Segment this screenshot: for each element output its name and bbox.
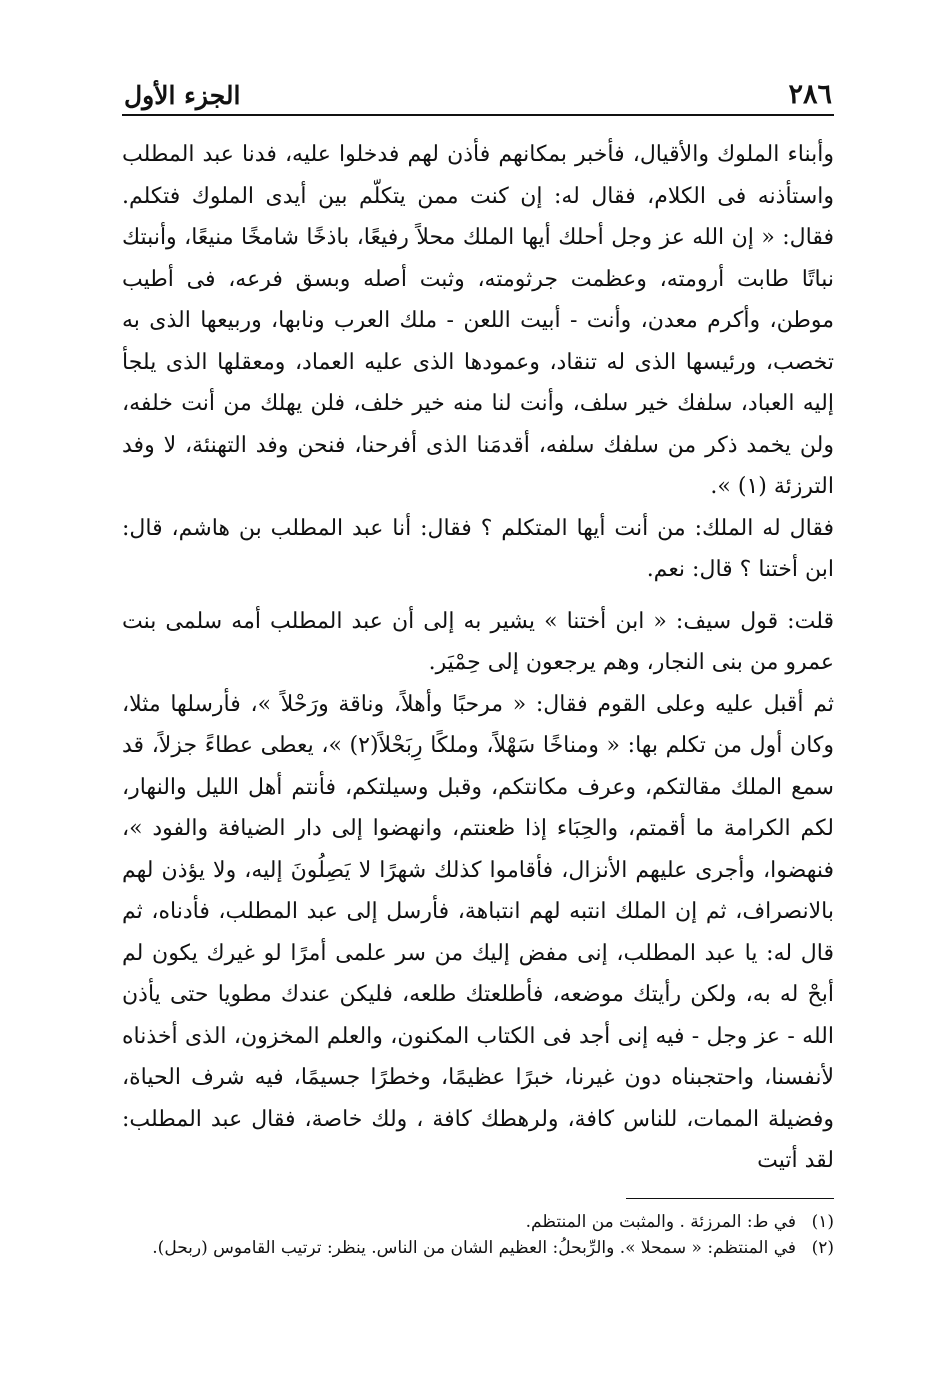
page-number: ٢٨٦	[788, 79, 832, 110]
paragraph: فقال له الملك: من أنت أيها المتكلم ؟ فقال: أنا عبد المطلب بن هاشم، قال: ابن أختنا ؟ قال: نعم.	[122, 515, 834, 582]
footnote-text: في المنتظم: « سمحلا ». والرِّبحلُ: العظيم الشان من الناس. ينظر: ترتيب القاموس (ربحل).	[152, 1237, 796, 1258]
page-header	[122, 58, 834, 110]
footnotes	[122, 1209, 834, 1261]
header-rule	[122, 114, 834, 116]
main-text	[122, 134, 834, 1182]
paragraph: ثم أقبل عليه وعلى القوم فقال: « مرحبًا وأهلاً، وناقة ورَحْلاً »، فأرسلها مثلا، وكان أول من تكلم بها: « ومناخًا سَهْلاً، وملكًا رِبَحْلاً(٢) »، يعطى عطاءً جزلاً، قد سمع الملك مقالتكم، وعرف مكانتكم، وقبل وسيلتكم، فأنتم أهل الليل والنهار، لكم الكرامة ما أقمتم، والحِبَاء إذا ظعنتم، وانهضوا إلى دار الضيافة والفود »، فنهضوا، وأجرى عليهم الأنزال، فأقاموا كذلك شهرًا لا يَصِلُونَ إليه، ولا يؤذن لهم بالانصراف، ثم إن الملك انتبه لهم انتباهة، فأرسل إلى عبد المطلب، فأدناه، ثم قال له: يا عبد المطلب، إنى مفض إليك من سر علمى أمرًا لو غيرك يكون لم أبحْ له به، ولكن رأيتك موضعه، فأطلعتك طلعه، فليكن عندك مطويا حتى يأذن الله - عز وجل - فيه إنى أجد فى الكتاب المكنون، والعلم المخزون، الذى أخذناه لأنفسنا، واحتجبناه دون غيرنا، خبرًا عظيمًا، وخطرًا جسيمًا، فيه شرف الحياة، وفضيلة الممات، للناس كافة، ولرهطك كافة ، ولك خاصة، فقال عبد المطلب: لقد أتيت	[122, 691, 834, 1173]
footnote-rule	[626, 1198, 834, 1199]
paragraph: قلت: قول سيف: « ابن أختنا » يشير به إلى أن عبد المطلب أمه سلمى بنت عمرو من بنى النجار، وهم يرجعون إلى حِمْيَر.	[122, 608, 834, 675]
footnote	[122, 1235, 834, 1261]
book-page	[122, 58, 834, 1358]
footnote-number: (١)	[811, 1211, 834, 1232]
footnote-number: (٢)	[811, 1237, 834, 1258]
paragraph: وأبناء الملوك والأقيال، فأخبر بمكانهم فأذن لهم فدخلوا عليه، فدنا عبد المطلب واستأذنه فى الكلام، فقال له: إن كنت ممن يتكلّم بين أيدى الملوك فتكلم. فقال: « إن الله عز وجل أحلك أيها الملك محلاً رفيعًا، باذخًا شامخًا منيعًا، وأنبتك نباتًا طابت أرومته، وعظمت جرثومته، وثبت أصله وبسق فرعه، فى أطيب موطن، وأكرم معدن، وأنت - أبيت اللعن - ملك العرب ونابها، وربيعها الذى به تخصب، ورئيسها الذى له تنقاد، وعمودها الذى عليه العماد، ومعقلها الذى يلجأ إليه العباد، سلفك خير سلف، وأنت لنا منه خير خلف، فلن يهلك من أنت خلفه، ولن يخمد ذكر من سلفك سلفه، أقدمَنا الذى أفرحنا، فنحن وفد التهنئة، لا وفد الترزئة (١) ».	[122, 142, 834, 499]
footnote	[122, 1209, 834, 1235]
section-title: الجزء الأول	[124, 81, 241, 110]
footnote-text: في ط: المرزئة . والمثبت من المنتظم.	[525, 1211, 796, 1232]
